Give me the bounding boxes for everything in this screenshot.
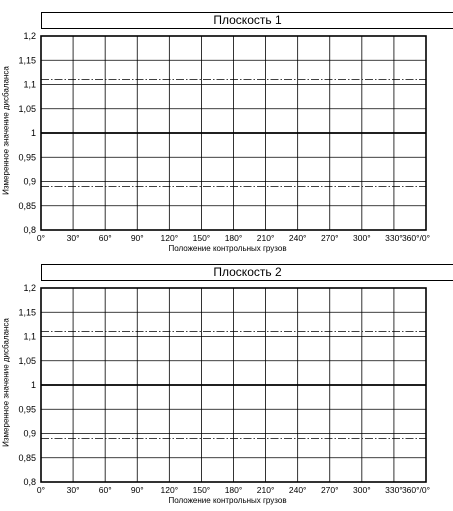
y-tick-label: 0,9: [23, 428, 36, 439]
x-tick-label: 180°: [224, 233, 243, 243]
y-tick-label: 0,8: [23, 225, 36, 235]
chart-title: Плоскость 1: [41, 12, 453, 29]
x-tick-label: 30°: [66, 233, 80, 243]
plot-area: [0, 0, 453, 250]
x-tick-label: 270°: [320, 485, 339, 495]
x-tick-label: 210°: [256, 233, 275, 243]
x-tick-label: 300°: [353, 233, 371, 243]
x-axis-label: Положение контрольных грузов: [168, 496, 287, 505]
y-tick-label: 1,05: [18, 355, 36, 366]
y-tick-label: 0,95: [18, 404, 36, 415]
x-tick-label: 360°/0°: [401, 485, 431, 495]
plot-area: [0, 252, 453, 502]
x-tick-label: 270°: [320, 233, 339, 243]
x-tick-label: 180°: [224, 485, 243, 495]
chart-title: Плоскость 2: [41, 264, 453, 281]
x-tick-label: 0°: [36, 485, 46, 495]
x-tick-label: 150°: [192, 233, 211, 243]
y-axis-label: Измеренное значение дисбаланса: [1, 66, 11, 195]
y-tick-label: 1,15: [18, 55, 36, 66]
y-tick-label: 1,2: [23, 31, 36, 41]
x-tick-label: 150°: [192, 485, 211, 495]
x-tick-label: 120°: [160, 233, 179, 243]
chart-panel-2: [0, 252, 453, 505]
x-tick-label: 300°: [353, 485, 371, 495]
y-tick-label: 0,9: [23, 176, 36, 187]
y-tick-label: 1,05: [18, 103, 36, 114]
chart-panel-1: [0, 0, 453, 253]
x-tick-label: 120°: [160, 485, 179, 495]
x-tick-label: 240°: [288, 233, 307, 243]
x-axis-label: Положение контрольных грузов: [168, 244, 287, 253]
y-tick-label: 1: [30, 128, 36, 138]
x-tick-label: 90°: [130, 233, 144, 243]
y-tick-label: 1,15: [18, 307, 36, 318]
y-tick-label: 1: [30, 380, 36, 390]
y-tick-label: 1,1: [23, 331, 36, 342]
y-axis-label: Измеренное значение дисбаланса: [1, 318, 11, 447]
x-tick-label: 60°: [98, 485, 112, 495]
y-tick-label: 0,95: [18, 152, 36, 163]
x-tick-label: 240°: [288, 485, 307, 495]
x-tick-label: 360°/0°: [401, 233, 431, 243]
x-tick-label: 330°: [385, 485, 403, 495]
y-tick-label: 0,85: [18, 452, 36, 463]
y-tick-label: 0,85: [18, 200, 36, 211]
x-tick-label: 0°: [36, 233, 46, 243]
x-tick-label: 90°: [130, 485, 144, 495]
y-tick-label: 1,2: [23, 283, 36, 293]
x-tick-label: 60°: [98, 233, 112, 243]
y-tick-label: 1,1: [23, 79, 36, 90]
y-tick-label: 0,8: [23, 477, 36, 487]
x-tick-label: 330°: [385, 233, 403, 243]
x-tick-label: 210°: [256, 485, 275, 495]
x-tick-label: 30°: [66, 485, 80, 495]
